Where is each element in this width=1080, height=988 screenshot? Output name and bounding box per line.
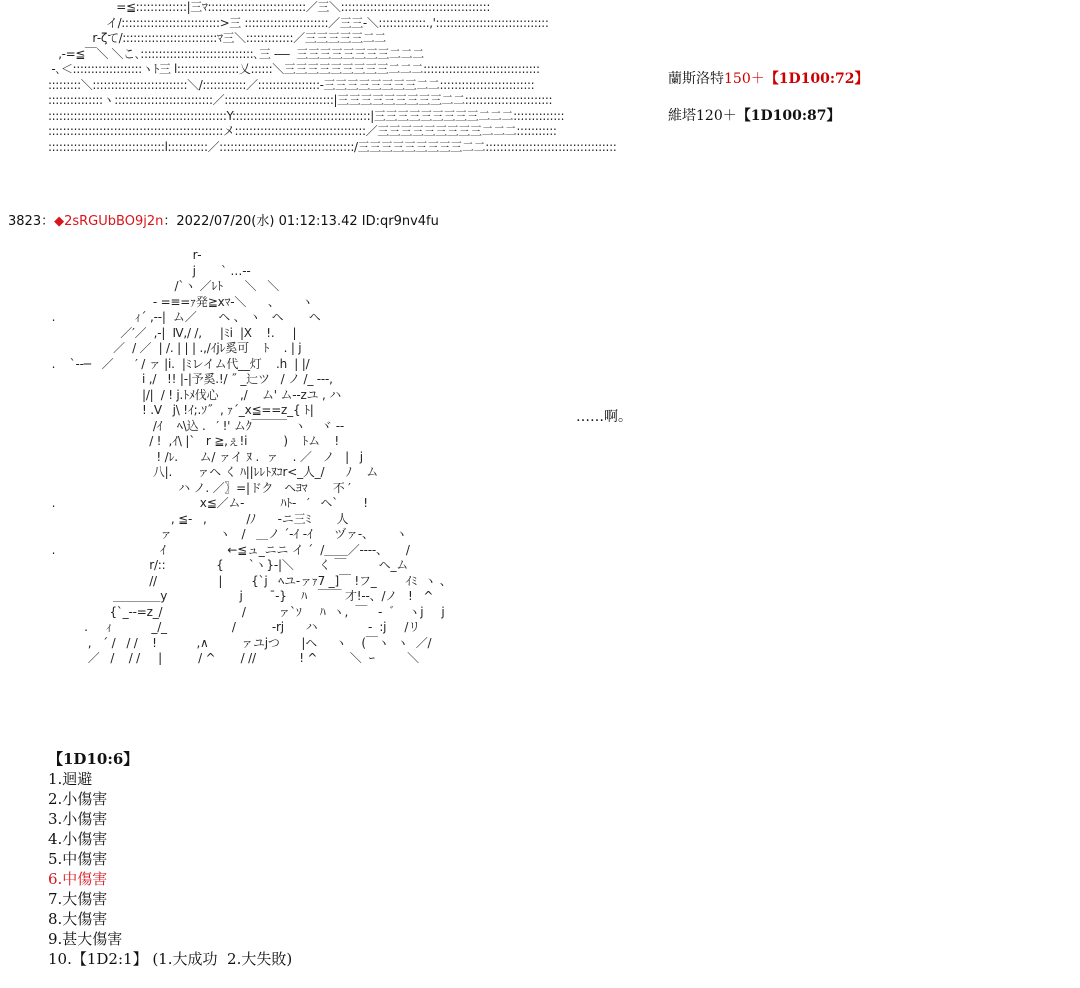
ascii-art-top: =≦::::::::::::::|三ﾏ:::::::::::::::::::::::::::／三＼::::::::::::::::::::::::::::::::::::::::: イ/:::::::::::::::::::::::::::>三 :::::::::::::::::::::::／三三-＼:::::::::::::.,'::::::::::::::::::::::::::::::: r‐ζて/::::::::::::::::::::::::::ﾏ三＼:::::::::::::／三三三三三二二 ,-=≦￣＼ ＼こ､:::::::::::::::::::::::::::::::､三 -― 三三三三三三三三二二二 -､＜:::::::::::::::::::ヽﾄ三 l:::::::::::::::::乂::::::＼三三三三三三三三三二二二:::::::::::::::::::::::::::::::: :::::::::＼::::::::::::::::::::::::::＼/::::::::::::／:::::::::::::::::-三三三三三三三三二二:::::::::::::::::::::::::: :::::::::::::::ヽ:::::::::::::::::::::::::::／::::::::::::::::::::::::::::::|三三三三三三三三三二二:::::::::::::::::::::::: :::::::::::::::::::::::::::::::::::::::::::::::::Y::::::::::::::::::::::::::::::::::::::|三三三三三三三三三二二二:::::::::::::: ::::::::::::::::::::::::::::::::::::::::::::::::メ::::::::::::::::::::::::::::::::::::／三三三三三三三三三二二二::::::::::: ::::::::::::::::::::::::::::::::l:::::::::::／:::::::::::::::::::::::::::::::::::::/三三三三三三三三三二二:::::::::::::::::::::::::::::::::::: [48, 0, 617, 154]
dice-roll-list [668, 68, 869, 142]
post-separator: ： [163, 214, 177, 229]
post-header [8, 210, 439, 229]
result-row-highlighted: 6.中傷害 [48, 870, 108, 888]
result-row: 5.中傷害 [48, 850, 108, 868]
poster-trip: ◆2sRGUbBO9j2n [54, 214, 164, 229]
result-row: 4.小傷害 [48, 830, 108, 848]
dialogue-text: ……啊。 [576, 409, 632, 425]
result-table-header: 【1D10:6】 [48, 750, 139, 768]
roll-dice: 【1D100:72】 [764, 71, 869, 87]
result-row: 2.小傷害 [48, 790, 108, 808]
post-number[interactable]: 3823 [8, 214, 42, 229]
result-row: 10.【1D2:1】 (1.大成功 2.大失敗) [48, 950, 293, 968]
roll-plus: ＋ [722, 108, 737, 124]
roll-dice: 【1D100:87】 [736, 108, 841, 124]
post-separator: ： [41, 214, 55, 229]
result-table [48, 749, 292, 969]
roll-lancelot [668, 68, 869, 88]
result-row: 3.小傷害 [48, 810, 108, 828]
result-row: 8.大傷害 [48, 910, 108, 928]
result-row: 9.甚大傷害 [48, 930, 123, 948]
roll-name: 維塔 [668, 108, 696, 124]
roll-name: 蘭斯洛特 [668, 71, 724, 87]
result-row: 1.迴避 [48, 770, 93, 788]
roll-base: 120 [696, 108, 723, 124]
roll-vita [668, 105, 869, 125]
roll-plus: ＋ [750, 71, 765, 87]
result-row: 7.大傷害 [48, 890, 108, 908]
post-datetime: 2022/07/20(水) 01:12:13.42 ID:qr9nv4fu [176, 214, 439, 229]
ascii-art-main: r‐ j ` …-- /`ヽ ／ﾚﾄ ＼ ＼ - =≡=ｧ発≧xﾏ-＼ 、 ヽ . ｨ´ ,--| ム／ ヘ 、 ヽ ヘ ヘ ／′／ ,-| Ⅳ,/ /, |ﾐi |X !. | ／ / ／ | /. | | | .,/ｲjﾚ奚可 ﾄ . | j . `‐-─ ／ ′ / ァ |i. |ﾐレイム代__灯 .h | |/ i ,/ !! |-|予奚.!/ ˝ _辷ツ / ノ /_ ‐--, |/| / ! j.ﾄﾒ伐心 ,/ ム' ム--zユ , ハ ! .V j\ !ｲ;.ｿ˝ , ｧ´_x≦==z_{ ﾄ| /ｲ ﾍ\込 . ′ !' ムｸ￣￣￣ ヽ ヾ ‐- / ! ,ｲ\ |` r ≧,ぇ!i ) ﾄム ! ! /ﾚ. ム/ ァイ ﾇ . ァ . ／ ノ | j 八|. ァヘ く ﾊ||ﾚﾚﾄﾇｺr<_人_/ ﾉ ム ハ ノ. ／〗=|ドク ヘﾖﾏ 不 ′ . x≦／ム- ﾊﾄ- ′ ヘ` ! , ≦- , /ﾉ -ニ三ﾐ 人 ァ ヽ / ＿ノ ´‐ｲ -ｲ ヅァ-、 ヽ . ｲ ←≦ュ_ニニ イ ´ /＿＿／‐---、 / r/:: { `ヽ}-|＼ く ￣ ヘ_ム // | {`j ﾍユ‐ァｧ7 _]￣ !フ_ ｲﾐ ヽ 、 ＿＿＿＿y j ̄-} ﾊ ￣￣ 才!‐‐、/ノ ! ^ {`_--=z_/ / ァ`ｿ ﾊ ヽ, ￣ - ゛ ヽj j . ｨ _/_ / ‐rj ハ - :j /リ , ´ / / / ! ,∧ ァユjつ |ヘ ヽ (￣ヽ ヽ ／/ ／ / / / | / ^ / // ! ^ ＼ ｰ ＼ [51, 248, 452, 665]
roll-base: 150 [724, 71, 751, 87]
